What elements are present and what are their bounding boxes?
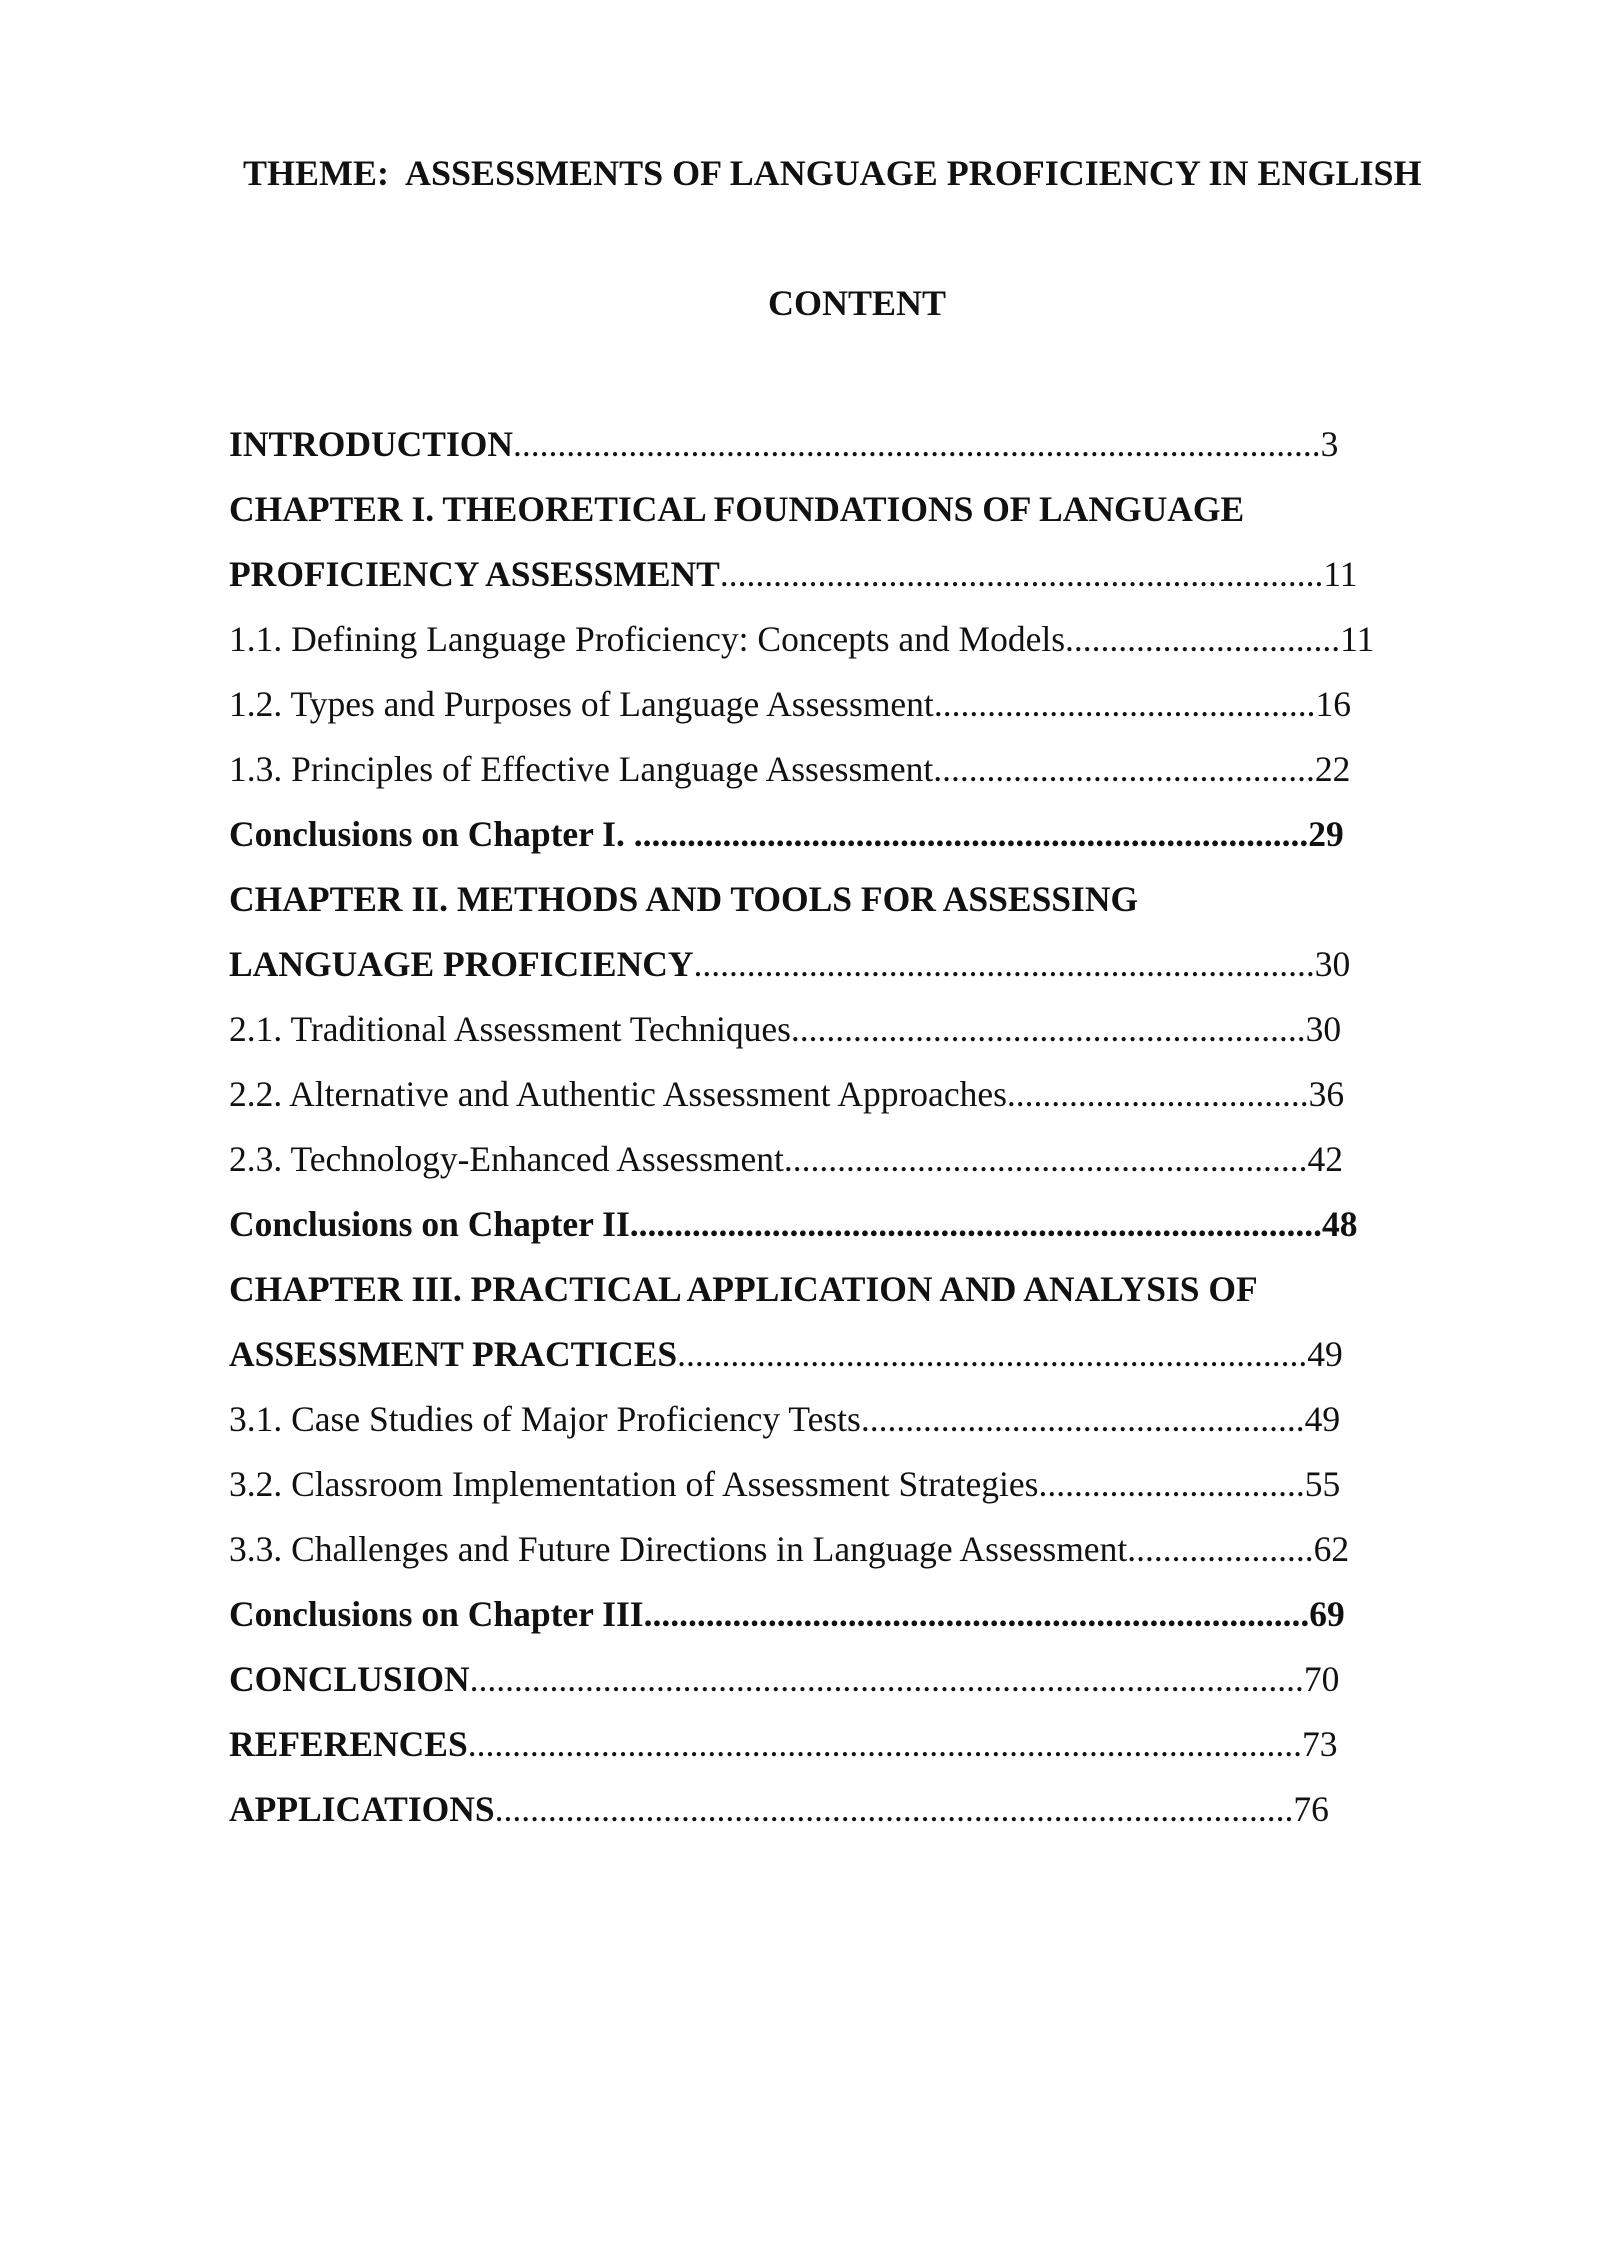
toc-entry-1-1: 1.1. Defining Language Proficiency: Concepts and Models...............................11 xyxy=(229,619,1375,659)
toc-entry-introduction: INTRODUCTION...........................................................................................3 xyxy=(229,424,1339,464)
toc-entry-chapter-2-title: CHAPTER II. METHODS AND TOOLS FOR ASSESSING xyxy=(229,879,1139,919)
toc-entry-conclusion: CONCLUSION..............................................................................................70 xyxy=(229,1659,1340,1699)
toc-entry-applications: APPLICATIONS..........................................................................................76 xyxy=(229,1789,1329,1829)
toc-entry-3-2: 3.2. Classroom Implementation of Assessment Strategies..............................55 xyxy=(229,1464,1341,1504)
toc-entry-chapter-3-title: CHAPTER III. PRACTICAL APPLICATION AND ANALYSIS OF xyxy=(229,1269,1258,1309)
toc-entry-2-2: 2.2. Alternative and Authentic Assessment Approaches..................................36 xyxy=(229,1074,1345,1114)
content-heading: CONTENT xyxy=(767,283,947,323)
toc-entry-1-3: 1.3. Principles of Effective Language Assessment...........................................22 xyxy=(229,749,1351,789)
table-of-contents xyxy=(229,412,1479,1842)
toc-entry-3-1: 3.1. Case Studies of Major Proficiency Tests..................................................49 xyxy=(229,1399,1341,1439)
toc-entry-conclusions-chapter-3: Conclusions on Chapter III...........................................................................69 xyxy=(229,1594,1345,1634)
document-theme: THEME: ASSESSMENTS OF LANGUAGE PROFICIENCY IN ENGLISH xyxy=(243,153,1422,193)
toc-entry-chapter-3-title-cont: ASSESSMENT PRACTICES.......................................................................49 xyxy=(229,1334,1343,1374)
toc-entry-3-3: 3.3. Challenges and Future Directions in Language Assessment.....................62 xyxy=(229,1529,1350,1569)
toc-entry-1-2: 1.2. Types and Purposes of Language Assessment...........................................16 xyxy=(229,684,1351,724)
toc-entry-conclusions-chapter-1: Conclusions on Chapter I. ............................................................................29 xyxy=(229,814,1344,854)
toc-entry-chapter-2-title-cont: LANGUAGE PROFICIENCY......................................................................30 xyxy=(229,944,1351,984)
toc-entry-2-1: 2.1. Traditional Assessment Techniques..........................................................30 xyxy=(229,1009,1342,1049)
toc-entry-chapter-1-title-cont: PROFICIENCY ASSESSMENT....................................................................11 xyxy=(229,554,1358,594)
toc-entry-chapter-1-title: CHAPTER I. THEORETICAL FOUNDATIONS OF LANGUAGE xyxy=(229,489,1245,529)
toc-entry-conclusions-chapter-2: Conclusions on Chapter II..............................................................................48 xyxy=(229,1204,1358,1244)
toc-entry-references: REFERENCES..............................................................................................73 xyxy=(229,1724,1338,1764)
toc-entry-2-3: 2.3. Technology-Enhanced Assessment...........................................................42 xyxy=(229,1139,1344,1179)
